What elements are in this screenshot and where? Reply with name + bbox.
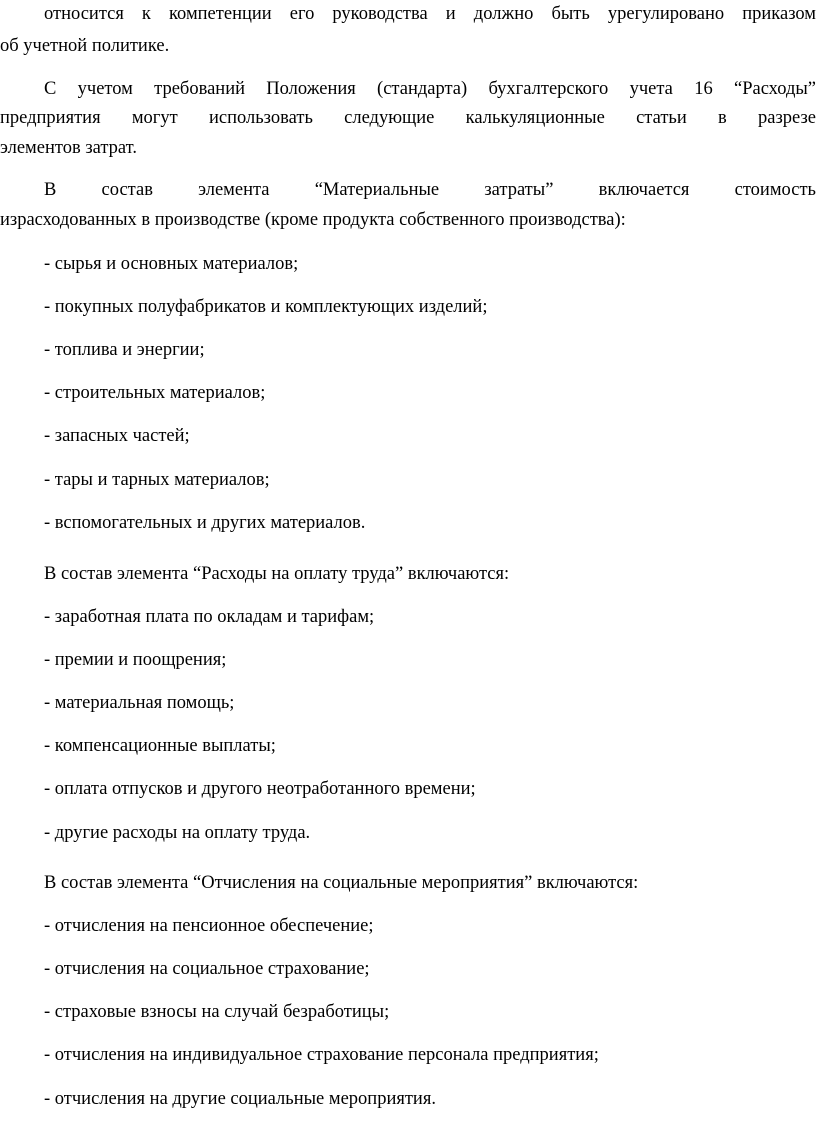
- paragraph-line: предприятия могут использовать следующие калькуляционные статьи в разрезе: [0, 108, 816, 128]
- list-item: - тары и тарных материалов;: [44, 470, 270, 490]
- list-item: - покупных полуфабрикатов и комплектующих изделий;: [44, 297, 488, 317]
- list-item: - отчисления на социальное страхование;: [44, 959, 370, 979]
- list-item: - заработная плата по окладам и тарифам;: [44, 607, 375, 627]
- paragraph-line: относится к компетенции его руководства и должно быть урегулировано приказом: [44, 4, 816, 24]
- list-item: - страховые взносы на случай безработицы;: [44, 1002, 390, 1022]
- paragraph-line: элементов затрат.: [0, 138, 137, 158]
- list-item: - строительных материалов;: [44, 383, 266, 403]
- section-heading: В состав элемента “Отчисления на социальные мероприятия” включаются:: [44, 873, 639, 893]
- paragraph-line: В состав элемента “Материальные затраты” включается стоимость: [44, 180, 816, 200]
- list-item: - вспомогательных и других материалов.: [44, 513, 366, 533]
- list-item: - отчисления на индивидуальное страхование персонала предприятия;: [44, 1045, 599, 1065]
- list-item: - премии и поощрения;: [44, 650, 227, 670]
- list-item: - материальная помощь;: [44, 693, 235, 713]
- list-item: - топлива и энергии;: [44, 340, 205, 360]
- list-item: - другие расходы на оплату труда.: [44, 823, 311, 843]
- paragraph-line: об учетной политике.: [0, 36, 170, 56]
- list-item: - компенсационные выплаты;: [44, 736, 276, 756]
- list-item: - отчисления на другие социальные мероприятия.: [44, 1089, 436, 1109]
- list-item: - сырья и основных материалов;: [44, 254, 299, 274]
- paragraph-line: С учетом требований Положения (стандарта) бухгалтерского учета 16 “Расходы”: [44, 79, 816, 99]
- list-item: - запасных частей;: [44, 426, 190, 446]
- paragraph-line: израсходованных в производстве (кроме продукта собственного производства):: [0, 210, 626, 230]
- section-heading: В состав элемента “Расходы на оплату труда” включаются:: [44, 564, 510, 584]
- list-item: - отчисления на пенсионное обеспечение;: [44, 916, 374, 936]
- list-item: - оплата отпусков и другого неотработанного времени;: [44, 779, 476, 799]
